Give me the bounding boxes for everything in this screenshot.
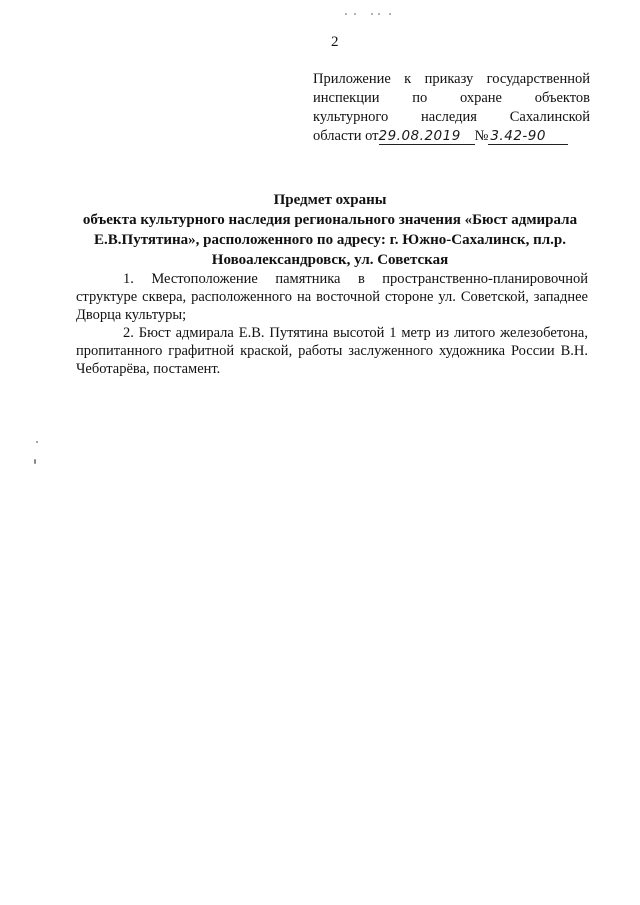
number-prefix: №	[474, 128, 489, 144]
paragraph: 1. Местоположение памятника в пространственно-планировочной структуре сквера, расположенного на восточной стороне ул. Советской, западнее Дворца культуры;	[76, 271, 588, 323]
appendix-header	[313, 70, 590, 146]
appendix-date-prefix: области от	[313, 128, 379, 144]
page-number: 2	[331, 34, 339, 50]
handwritten-number: 3.42-90	[488, 129, 568, 145]
scan-speck	[34, 459, 36, 464]
document-title	[60, 190, 600, 270]
appendix-line: культурного наследия Сахалинской	[313, 109, 590, 125]
document-body	[76, 270, 588, 378]
appendix-line: инспекции по охране объектов	[313, 90, 590, 106]
appendix-date-line	[313, 127, 590, 146]
title-heading: Предмет охраны	[273, 192, 387, 208]
title-subheading: объекта культурного наследия регионального значения «Бюст адмирала Е.В.Путятина», расположенного по адресу: г. Южно-Сахалинск, пл.р. Новоалександровск, ул. Советская	[82, 212, 578, 268]
scan-speck	[36, 441, 38, 443]
scan-artifact	[345, 10, 393, 18]
appendix-line: Приложение к приказу государственной	[313, 71, 590, 87]
handwritten-date: 29.08.2019	[379, 129, 475, 145]
paragraph: 2. Бюст адмирала Е.В. Путятина высотой 1 метр из литого железобетона, пропитанного графитной краской, работы заслуженного художника России В.Н. Чеботарёва, постамент.	[76, 325, 588, 377]
